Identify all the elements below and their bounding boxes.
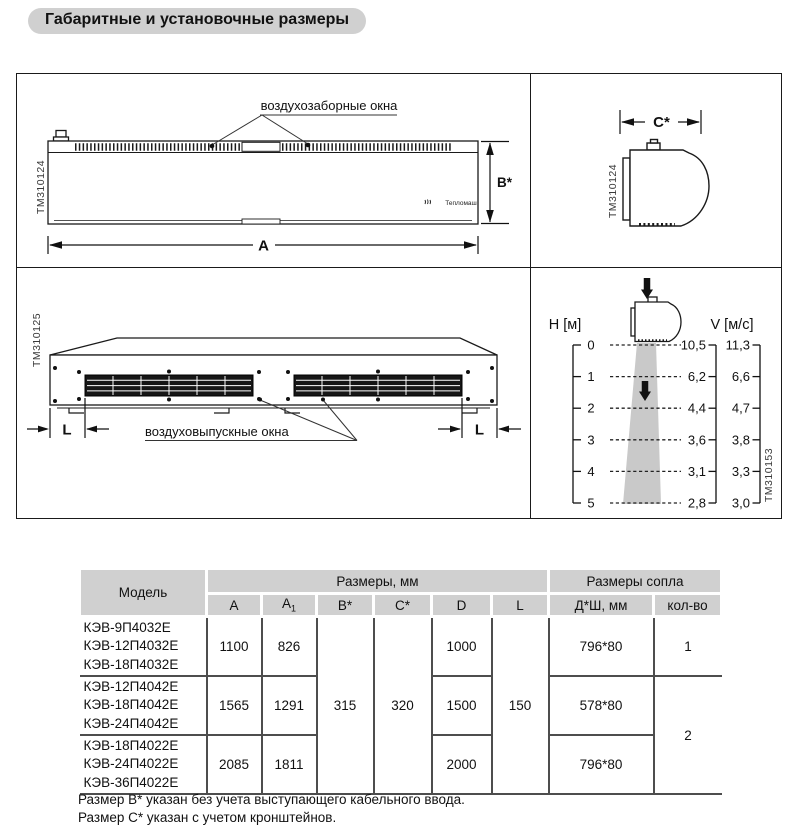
figure-panel-front-view	[17, 74, 531, 268]
svg-text:10,5: 10,5	[680, 337, 706, 353]
unit-silhouette	[631, 297, 681, 342]
figure-panel-side-view	[531, 74, 781, 268]
drawing-code: ТМ310125	[31, 312, 43, 368]
cell-a1: 1291	[262, 676, 317, 735]
dimension-b	[481, 142, 513, 224]
col-header-nozzle-size: Д*Ш, мм	[549, 594, 654, 617]
cell-nozzle: 796*80	[549, 735, 654, 794]
dimensions-table	[78, 567, 723, 795]
jet-cone	[623, 343, 661, 504]
cell-a1: 1811	[262, 735, 317, 794]
footnotes	[78, 791, 465, 826]
dim-l-right-label: L	[474, 421, 485, 439]
cell-a: 1565	[207, 676, 262, 735]
svg-text:11,3: 11,3	[725, 337, 750, 353]
svg-text:3,6: 3,6	[687, 432, 706, 448]
page-title: Габаритные и установочные размеры	[28, 8, 366, 34]
col-header-c: C*	[374, 594, 432, 617]
svg-text:3,3: 3,3	[731, 463, 750, 479]
svg-text:3: 3	[587, 432, 595, 448]
col-header-a: A	[207, 594, 262, 617]
h-scale-values	[587, 338, 594, 511]
side-view-drawing	[623, 140, 709, 227]
cell-a1: 826	[262, 617, 317, 677]
dim-l-left-label: L	[62, 421, 72, 439]
cell-c-shared: 320	[374, 617, 432, 795]
airflow-arrow-top	[641, 278, 653, 299]
cell-a: 1100	[207, 617, 262, 677]
svg-text:6,2: 6,2	[687, 369, 706, 385]
drawing-code: ТМ310124	[607, 163, 619, 219]
cell-qty: 1	[654, 617, 722, 677]
outlet-grille-left	[85, 375, 253, 396]
col-header-a1: $A_1$	[262, 594, 317, 617]
col-group-sizes: Размеры, мм	[207, 569, 549, 594]
cell-d: 2000	[432, 735, 492, 794]
cell-nozzle: 578*80	[549, 676, 654, 735]
svg-text:5: 5	[587, 495, 595, 511]
drawing-code: ТМ310153	[763, 447, 775, 503]
drawing-code: ТМ310124	[35, 159, 47, 215]
dimensions-figure	[16, 73, 782, 519]
svg-text:2,8: 2,8	[687, 495, 706, 511]
svg-text:4,7: 4,7	[731, 400, 750, 416]
svg-text:2: 2	[587, 400, 595, 416]
dimension-c	[620, 110, 701, 134]
h-scale-bracket	[573, 345, 581, 503]
outlet-grille-right	[294, 375, 462, 396]
v1-scale-bracket	[709, 345, 717, 503]
figure-panel-jet-diagram	[531, 268, 781, 518]
svg-text:6,6: 6,6	[731, 369, 750, 385]
footnote-c: Размер C* указан с учетом кронштейнов.	[78, 809, 337, 825]
col-header-d: D	[432, 594, 492, 617]
outlet-callout-label: воздуховыпускные окна	[145, 424, 289, 439]
svg-text:4: 4	[587, 463, 595, 479]
figure-panel-bottom-view	[17, 268, 531, 518]
footnote-b: Размер B* указан без учета выступающего кабельного ввода.	[78, 792, 465, 807]
model-cell: КЭВ-12П4042Е КЭВ-18П4042Е КЭВ-24П4042Е	[80, 676, 207, 735]
v1-scale-values	[681, 338, 706, 511]
model-cell: КЭВ-18П4022Е КЭВ-24П4022Е КЭВ-36П4022Е	[80, 735, 207, 794]
cell-l-shared: 150	[492, 617, 549, 795]
dim-b-label: B*	[497, 175, 513, 190]
col-header-l: L	[492, 594, 549, 617]
svg-text:3,1: 3,1	[687, 463, 706, 479]
svg-text:3,8: 3,8	[731, 432, 750, 448]
header-group-row	[80, 569, 722, 594]
svg-text:1: 1	[587, 369, 595, 385]
model-cell: КЭВ-9П4032Е КЭВ-12П4032Е КЭВ-18П4032Е	[80, 617, 207, 677]
intake-callout-label: воздухозаборные окна	[260, 98, 398, 113]
col-group-nozzle: Размеры сопла	[549, 569, 722, 594]
col-header-qty: кол-во	[654, 594, 722, 617]
cell-a: 2085	[207, 735, 262, 794]
cell-d: 1500	[432, 676, 492, 735]
cell-qty: 2	[654, 676, 722, 794]
cable-gland	[54, 131, 69, 142]
v2-scale-values	[726, 338, 750, 511]
svg-text:0: 0	[587, 337, 595, 353]
cell-nozzle: 796*80	[549, 617, 654, 677]
dim-a-label: A	[258, 237, 269, 255]
front-view-drawing	[48, 131, 478, 225]
col-header-b: B*	[317, 594, 374, 617]
v-axis-label: V [м/с]	[710, 317, 754, 333]
dim-c-label: C*	[653, 114, 670, 131]
svg-text:3,0: 3,0	[731, 495, 750, 511]
v2-scale-bracket	[753, 345, 761, 503]
logo-text: Тепломаш	[445, 200, 477, 207]
dimension-a	[48, 236, 478, 255]
svg-text:4,4: 4,4	[687, 400, 706, 416]
cell-b-shared: 315	[317, 617, 374, 795]
table-row-group-1	[80, 617, 722, 677]
col-header-model: Модель	[80, 569, 207, 617]
h-axis-label: H [м]	[548, 317, 582, 333]
cell-d: 1000	[432, 617, 492, 677]
